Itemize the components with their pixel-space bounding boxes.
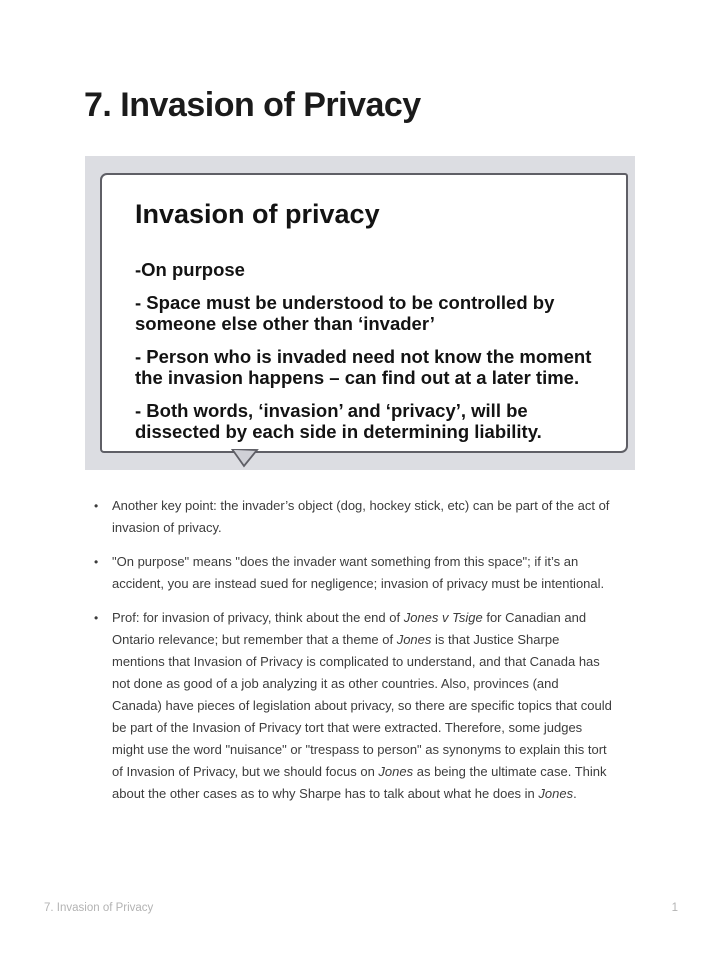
note-text	[112, 498, 609, 535]
list-item	[85, 607, 612, 805]
note-segment: .	[573, 786, 577, 801]
footer-title: 7. Invasion of Privacy	[44, 902, 154, 914]
page-title: 7. Invasion of Privacy	[84, 86, 421, 124]
note-text	[112, 610, 612, 801]
case-name: Jones v Tsige	[403, 610, 483, 625]
case-name: Jones	[538, 786, 574, 801]
page-number: 1	[671, 902, 678, 914]
speech-bubble-tail-icon	[231, 449, 261, 469]
note-text	[112, 554, 604, 591]
slide-body	[135, 259, 598, 442]
slide-line: - Space must be understood to be controlled by someone else other than ‘invader’	[135, 292, 555, 334]
slide-image	[85, 156, 635, 470]
slide-line: - Person who is invaded need not know the moment the invasion happens – can find out at a later time.	[135, 346, 592, 388]
speech-bubble	[100, 173, 628, 453]
note-segment: Another key point: the invader’s object (dog, hockey stick, etc) can be part of the act of invasion of privacy.	[112, 498, 610, 535]
bullet-icon: •	[94, 555, 99, 569]
tail-shape	[232, 449, 257, 466]
slide-line: -On purpose	[135, 259, 245, 280]
list-item	[85, 495, 612, 539]
slide-line: - Both words, ‘invasion’ and ‘privacy’, will be dissected by each side in determining liability.	[135, 400, 542, 442]
notes-list	[85, 495, 612, 817]
case-name: Jones	[396, 632, 432, 647]
note-segment: "On purpose" means "does the invader want something from this space"; if it’s an accident, you are instead sued for negligence; invasion of privacy must be intentional.	[112, 554, 605, 591]
list-item	[85, 551, 612, 595]
note-segment: as being the ultimate case. Think about the other cases as to why Sharpe has to talk about what he does in	[112, 764, 607, 801]
case-name: Jones	[378, 764, 414, 779]
note-segment: Prof: for invasion of privacy, think about the end of	[112, 610, 404, 625]
slide-title: Invasion of privacy	[135, 199, 380, 229]
note-segment: for Canadian and Ontario relevance; but remember that a theme of	[112, 610, 587, 647]
bullet-icon: •	[94, 499, 99, 513]
bullet-icon: •	[94, 611, 99, 625]
note-segment: is that Justice Sharpe mentions that Invasion of Privacy is complicated to understand, and that Canada has not done as good of a job analyzing it as other countries. Also, provinces (and Canada) have pieces of legislation about privacy, so there are specific topics that could be part of the Invasion of Privacy tort that were extracted. Therefore, some judges might use the word "nuisance" or "trespass to person" as synonyms to explain this tort of Invasion of Privacy, but we should focus on	[112, 632, 612, 779]
